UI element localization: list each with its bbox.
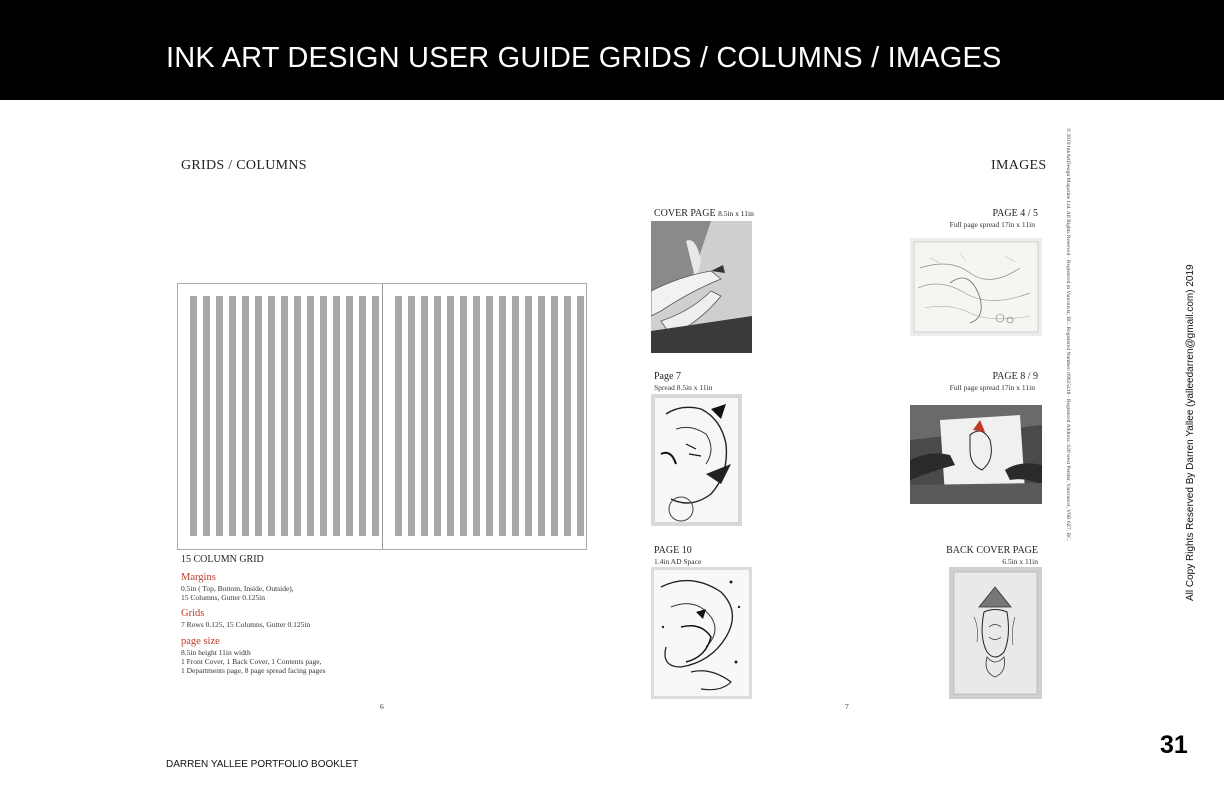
grid-column (499, 296, 506, 536)
page-size-line: 1 Front Cover, 1 Back Cover, 1 Contents page, (181, 657, 322, 666)
grid-column (255, 296, 262, 536)
grid-column (564, 296, 571, 536)
grid-column (203, 296, 210, 536)
grid-column (216, 296, 223, 536)
grid-label: 15 COLUMN GRID (181, 554, 264, 565)
page-4-5-subtitle: Full page spread 17in x 11in (949, 220, 1035, 229)
grid-column (333, 296, 340, 536)
grid-column (447, 296, 454, 536)
grid-column (408, 296, 415, 536)
copyright-side-text: All Copy Rights Reserved By Darren Yallee (yalleedarren@gmail.com) 2019 (1185, 264, 1196, 601)
grid-column (460, 296, 467, 536)
footer-label: DARREN YALLEE PORTFOLIO BOOKLET (166, 759, 359, 770)
grid-column (320, 296, 327, 536)
margins-title: Margins (181, 572, 216, 583)
page-7-subtitle: Spread 8.5in x 11in (654, 383, 713, 392)
cover-page-image (651, 221, 752, 353)
grid-column (294, 296, 301, 536)
grid-column (346, 296, 353, 536)
item-subtitle: 8.5in x 11in (718, 209, 754, 218)
page-10-subtitle: 1.4in AD Space (654, 557, 702, 566)
back-cover-image (949, 567, 1042, 699)
grid-column (512, 296, 519, 536)
header-bar (0, 0, 1224, 100)
right-column-set (395, 296, 584, 536)
column-grid-diagram (177, 283, 587, 550)
grids-line: 7 Rows 0.125, 15 Columns, Gutter 0.125in (181, 620, 311, 629)
margins-line: 15 Columns, Gutter 0.125in (181, 593, 265, 602)
grid-column (242, 296, 249, 536)
grid-column (551, 296, 558, 536)
item-title: COVER PAGE (654, 208, 716, 219)
booklet-page-number: 31 (1160, 731, 1188, 759)
grid-column (307, 296, 314, 536)
legal-text: © 2019 InkArtDesign Magazine Ltd. All Rights Reserved · Registered in Vancouver, BC. Registered Number: 09625418 · Registered Address: 620 west Pender, Vancouver, V6B 6Z7, BC. (1065, 128, 1071, 542)
grid-column (421, 296, 428, 536)
margins-line: 0.5in ( Top, Bottom, Inside, Outside), (181, 584, 294, 593)
grid-column (395, 296, 402, 536)
right-page-number: 7 (845, 702, 849, 711)
grid-column (473, 296, 480, 536)
grid-column (525, 296, 532, 536)
cover-page-title (654, 208, 754, 219)
grid-spine (382, 284, 383, 549)
grid-column (190, 296, 197, 536)
page-7-image (651, 394, 742, 526)
grid-column (281, 296, 288, 536)
page-7-title: Page 7 (654, 371, 681, 382)
left-page-number: 6 (380, 702, 384, 711)
grids-title: Grids (181, 608, 205, 619)
page-10-title: PAGE 10 (654, 545, 692, 556)
page-size-line: 1 Departments page, 8 page spread facing pages (181, 666, 326, 675)
page-4-5-title: PAGE 4 / 5 (992, 208, 1038, 219)
grid-column (486, 296, 493, 536)
page-8-9-image (910, 405, 1042, 504)
page-size-line: 8.5in height 11in width (181, 648, 251, 657)
images-heading: IMAGES (991, 158, 1047, 173)
page-title: INK ART DESIGN USER GUIDE GRIDS / COLUMNS / IMAGES (166, 42, 1002, 74)
page-8-9-title: PAGE 8 / 9 (992, 371, 1038, 382)
back-cover-subtitle: 6.5in x 11in (1002, 557, 1038, 566)
page-10-image (651, 567, 752, 699)
grid-column (268, 296, 275, 536)
grid-column (577, 296, 584, 536)
grid-column (359, 296, 366, 536)
page-8-9-subtitle: Full page spread 17in x 11in (949, 383, 1035, 392)
page-4-5-image (910, 238, 1042, 336)
grid-column (538, 296, 545, 536)
page-size-title: page size (181, 636, 220, 647)
back-cover-title: BACK COVER PAGE (946, 545, 1038, 556)
grids-columns-heading: GRIDS / COLUMNS (181, 158, 307, 173)
grid-column (434, 296, 441, 536)
grid-column (229, 296, 236, 536)
left-column-set (190, 296, 379, 536)
grid-column (372, 296, 379, 536)
